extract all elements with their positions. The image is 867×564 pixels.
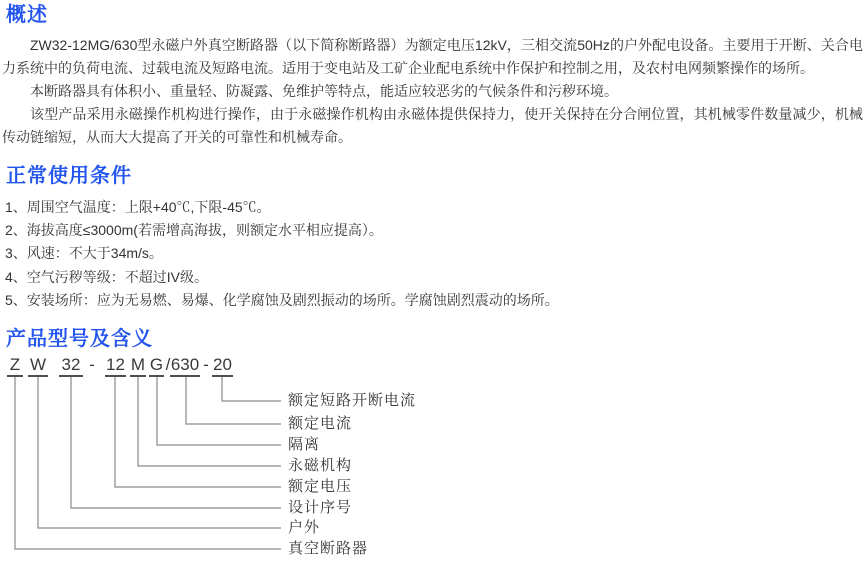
model-meaning-label-breaking-current: 额定短路开断电流 <box>288 392 417 410</box>
model-meaning-label-design-serial: 设计序号 <box>288 499 353 517</box>
model-part-20: 20 <box>212 356 233 377</box>
model-meaning-label-magnet-mechanism: 永磁机构 <box>288 457 353 475</box>
model-part-dash-1: - <box>89 355 95 375</box>
condition-item-5: 5、安装场所：应为无易燃、易爆、化学腐蚀及剧烈振动的场所。学腐蚀剧烈震动的场所。 <box>5 291 559 308</box>
condition-item-1: 1、周围空气温度：上限+40℃,下限-45℃。 <box>5 199 271 215</box>
model-connector-lines <box>0 377 285 555</box>
overview-paragraph-1: ZW32-12MG/630型永磁户外真空断路器（以下简称断路器）为额定电压12kV，三相交流50Hz的户外配电设备。主要用于开断、关合电力系统中的负荷电流、过载电流及短路电流。适用于变电站及工矿企业配电系统中作保护和控制之用，及农村电网频繁操作的场所。 <box>2 37 863 76</box>
model-part-slash: / <box>165 355 171 375</box>
model-meaning-label-isolation: 隔离 <box>288 436 321 454</box>
model-meaning-label-vacuum-breaker: 真空断路器 <box>288 540 369 558</box>
conditions-list <box>5 196 867 312</box>
overview-paragraph-2: 本断路器具有体积小、重量轻、防凝露、免维护等特点，能适应较恶劣的气候条件和污秽环境。 <box>30 83 618 99</box>
model-part-M: M <box>130 356 146 377</box>
section-title-conditions: 正常使用条件 <box>6 165 132 187</box>
model-part-630: 630 <box>170 356 200 377</box>
model-designation-diagram <box>0 356 867 562</box>
model-meaning-label-rated-current: 额定电流 <box>288 415 353 433</box>
condition-item-3: 3、风速：不大于34m/s。 <box>5 245 163 262</box>
condition-item-2: 2、海拔高度≤3000m(若需增高海拔，则额定水平相应提高）。 <box>5 222 383 239</box>
model-part-32: 32 <box>59 356 83 377</box>
model-part-dash-2: - <box>203 355 209 375</box>
model-part-W: W <box>28 356 48 377</box>
section-title-overview: 概述 <box>6 4 48 26</box>
model-meaning-label-outdoor: 户外 <box>288 519 321 537</box>
model-part-Z: Z <box>7 356 23 377</box>
model-part-G: G <box>149 356 164 377</box>
model-part-12: 12 <box>105 356 126 377</box>
overview-paragraphs <box>2 34 863 149</box>
condition-item-4: 4、空气污秽等级：不超过IV级。 <box>5 268 209 285</box>
overview-paragraph-3: 该型产品采用永磁操作机构进行操作，由于永磁操作机构由永磁体提供保持力，使开关保持在分合闸位置，其机械零件数量减少，机械传动链缩短，从而大大提高了开关的可靠性和机械寿命。 <box>2 106 863 145</box>
model-meaning-label-rated-voltage: 额定电压 <box>288 478 353 496</box>
section-title-model: 产品型号及含义 <box>6 328 153 351</box>
